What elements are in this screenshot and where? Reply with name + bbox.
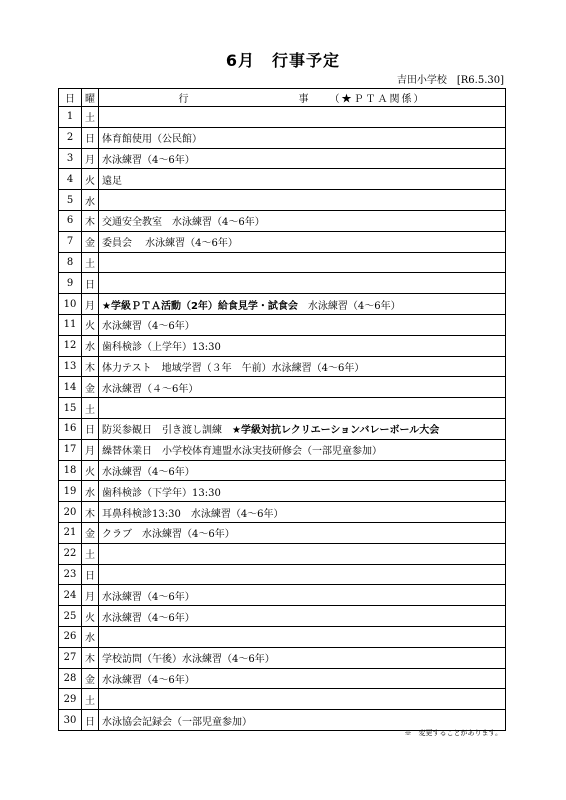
table-row <box>59 377 506 398</box>
table-header-row <box>59 89 506 107</box>
event-text: 委員会 水泳練習（4～6年） <box>102 238 238 250</box>
day-cell: 16 <box>59 418 82 439</box>
day-cell: 21 <box>59 522 82 543</box>
table-row <box>59 606 506 627</box>
event-text: 耳鼻科検診13:30 水泳練習（4～6年） <box>102 508 284 520</box>
day-cell: 25 <box>59 606 82 627</box>
table-row <box>59 252 506 273</box>
weekday-cell: 木 <box>82 356 99 377</box>
header-weekday: 曜 <box>82 89 99 107</box>
table-row <box>59 689 506 710</box>
day-cell: 14 <box>59 377 82 398</box>
events-cell <box>99 210 506 231</box>
table-row <box>59 356 506 377</box>
event-text: 交通安全教室 水泳練習（4～6年） <box>102 217 265 229</box>
weekday-cell: 火 <box>82 606 99 627</box>
day-cell: 29 <box>59 689 82 710</box>
day-cell: 22 <box>59 543 82 564</box>
table-row <box>59 107 506 128</box>
events-cell <box>99 190 506 211</box>
event-text: 歯科検診（下学年）13:30 <box>102 487 221 499</box>
day-cell: 30 <box>59 710 82 731</box>
day-cell: 24 <box>59 585 82 606</box>
table-row <box>59 543 506 564</box>
event-text: 歯科検診（上学年）13:30 <box>102 342 221 354</box>
day-cell: 9 <box>59 273 82 294</box>
header-day: 日 <box>59 89 82 107</box>
weekday-cell: 月 <box>82 294 99 315</box>
weekday-cell: 金 <box>82 231 99 252</box>
event-text: 繰替休業日 小学校体育連盟水泳実技研修会（一部児童参加） <box>102 446 382 458</box>
table-row <box>59 481 506 502</box>
weekday-cell: 日 <box>82 127 99 148</box>
table-row <box>59 626 506 647</box>
day-cell: 2 <box>59 127 82 148</box>
pta-event-text: ★学級ＰＴＡ活動（2年）給食見学・試食会 <box>102 300 298 312</box>
events-cell <box>99 626 506 647</box>
events-cell <box>99 585 506 606</box>
table-row <box>59 169 506 190</box>
weekday-cell: 火 <box>82 169 99 190</box>
weekday-cell: 土 <box>82 398 99 419</box>
school-name-date: 吉田小学校 [R6.5.30] <box>396 75 504 86</box>
table-row <box>59 231 506 252</box>
table-row <box>59 585 506 606</box>
weekday-cell: 木 <box>82 647 99 668</box>
event-text: 体力テスト 地域学習（３年 午前）水泳練習（4～6年） <box>102 362 365 374</box>
event-text: 体育館使用（公民館） <box>102 134 202 146</box>
weekday-cell: 水 <box>82 335 99 356</box>
weekday-cell: 月 <box>82 585 99 606</box>
event-text: 遠足 <box>102 175 122 187</box>
table-row <box>59 522 506 543</box>
change-note: ※ 変更することがあります。 <box>404 729 502 737</box>
weekday-cell: 火 <box>82 460 99 481</box>
day-cell: 11 <box>59 314 82 335</box>
table-row <box>59 439 506 460</box>
day-cell: 3 <box>59 148 82 169</box>
events-cell <box>99 689 506 710</box>
day-cell: 28 <box>59 668 82 689</box>
event-text: 水泳練習（４～6年） <box>102 383 199 395</box>
table-row <box>59 668 506 689</box>
day-cell: 6 <box>59 210 82 231</box>
events-cell <box>99 398 506 419</box>
weekday-cell: 土 <box>82 252 99 273</box>
day-cell: 20 <box>59 502 82 523</box>
weekday-cell: 木 <box>82 210 99 231</box>
events-cell <box>99 418 506 439</box>
table-row <box>59 273 506 294</box>
table-row <box>59 398 506 419</box>
table-row <box>59 127 506 148</box>
event-text: 水泳練習（4～6年） <box>102 321 195 333</box>
weekday-cell: 日 <box>82 564 99 585</box>
header-events: 行 事 （★ＰＴＡ関係） <box>99 89 506 107</box>
pta-event-text: ★学級対抗レクリエーションバレーボール大会 <box>232 425 440 437</box>
event-text: 学校訪問（午後）水泳練習（4～6年） <box>102 654 275 666</box>
weekday-cell: 金 <box>82 377 99 398</box>
events-cell <box>99 668 506 689</box>
weekday-cell: 土 <box>82 107 99 128</box>
table-row <box>59 502 506 523</box>
day-cell: 5 <box>59 190 82 211</box>
events-cell <box>99 543 506 564</box>
table-row <box>59 647 506 668</box>
table-row <box>59 335 506 356</box>
day-cell: 8 <box>59 252 82 273</box>
table-row <box>59 210 506 231</box>
weekday-cell: 金 <box>82 522 99 543</box>
day-cell: 27 <box>59 647 82 668</box>
event-text: 水泳練習（4～6年） <box>102 466 195 478</box>
weekday-cell: 月 <box>82 148 99 169</box>
events-cell <box>99 460 506 481</box>
event-text: 水泳協会記録会（一部児童参加） <box>102 716 252 728</box>
day-cell: 18 <box>59 460 82 481</box>
events-cell <box>99 169 506 190</box>
event-text: 水泳練習（4～6年） <box>297 300 401 312</box>
day-cell: 19 <box>59 481 82 502</box>
events-cell <box>99 127 506 148</box>
weekday-cell: 火 <box>82 314 99 335</box>
events-cell <box>99 148 506 169</box>
weekday-cell: 水 <box>82 481 99 502</box>
weekday-cell: 月 <box>82 439 99 460</box>
events-cell <box>99 335 506 356</box>
events-cell <box>99 294 506 315</box>
table-row <box>59 294 506 315</box>
table-row <box>59 460 506 481</box>
events-cell <box>99 606 506 627</box>
events-cell <box>99 252 506 273</box>
events-cell <box>99 564 506 585</box>
weekday-cell: 水 <box>82 626 99 647</box>
day-cell: 26 <box>59 626 82 647</box>
schedule-rows <box>59 107 506 731</box>
weekday-cell: 水 <box>82 190 99 211</box>
events-cell <box>99 231 506 252</box>
table-row <box>59 314 506 335</box>
day-cell: 1 <box>59 107 82 128</box>
day-cell: 4 <box>59 169 82 190</box>
table-row <box>59 190 506 211</box>
day-cell: 12 <box>59 335 82 356</box>
table-row <box>59 418 506 439</box>
events-cell <box>99 647 506 668</box>
day-cell: 15 <box>59 398 82 419</box>
event-text: 水泳練習（4～6年） <box>102 154 195 166</box>
weekday-cell: 日 <box>82 273 99 294</box>
page-title: 6月 行事予定 <box>225 51 341 70</box>
weekday-cell: 木 <box>82 502 99 523</box>
event-text: 防災参観日 引き渡し訓練 <box>102 425 232 437</box>
events-cell <box>99 502 506 523</box>
events-cell <box>99 356 506 377</box>
day-cell: 13 <box>59 356 82 377</box>
schedule-table <box>58 88 506 731</box>
event-text: 水泳練習（4～6年） <box>102 612 195 624</box>
events-cell <box>99 481 506 502</box>
day-cell: 23 <box>59 564 82 585</box>
event-text: 水泳練習（4～6年） <box>102 674 195 686</box>
events-cell <box>99 439 506 460</box>
day-cell: 10 <box>59 294 82 315</box>
table-row <box>59 564 506 585</box>
events-cell <box>99 314 506 335</box>
weekday-cell: 金 <box>82 668 99 689</box>
events-cell <box>99 522 506 543</box>
day-cell: 17 <box>59 439 82 460</box>
weekday-cell: 土 <box>82 543 99 564</box>
events-cell <box>99 107 506 128</box>
event-text: 水泳練習（4～6年） <box>102 591 195 603</box>
events-cell <box>99 273 506 294</box>
weekday-cell: 日 <box>82 418 99 439</box>
day-cell: 7 <box>59 231 82 252</box>
table-row <box>59 148 506 169</box>
weekday-cell: 土 <box>82 689 99 710</box>
weekday-cell: 日 <box>82 710 99 731</box>
events-cell <box>99 377 506 398</box>
event-text: クラブ 水泳練習（4～6年） <box>102 529 235 541</box>
